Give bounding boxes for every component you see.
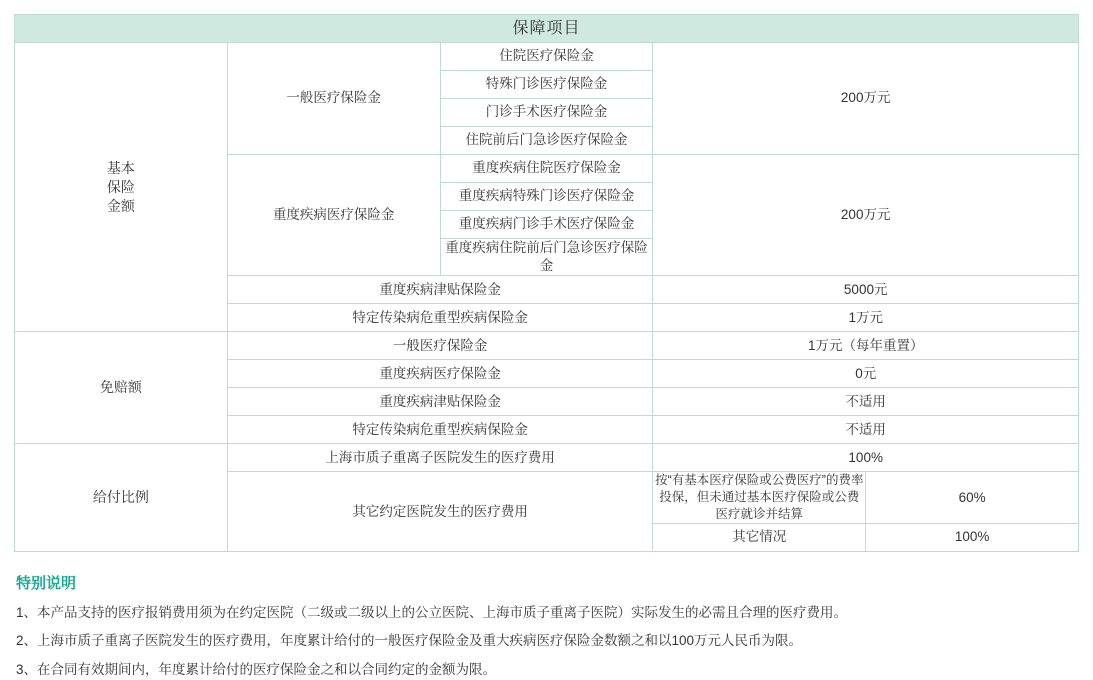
value-ratio-100: 100% [866, 524, 1079, 552]
item-deductible-allowance: 重度疾病津贴保险金 [227, 388, 653, 416]
table-row [15, 444, 1079, 472]
item-severe-allowance: 重度疾病津贴保险金 [227, 276, 653, 304]
category-basic-line3: 金额 [106, 197, 135, 214]
value-other-condition: 按“有基本医疗保险或公费医疗”的费率投保，但未通过基本医疗保险或公费医疗就诊并结算 [653, 472, 866, 524]
item-severe-hospital: 重度疾病住院医疗保险金 [440, 155, 653, 183]
item-special-outpatient: 特殊门诊医疗保险金 [440, 71, 653, 99]
category-basic-line2: 保险 [106, 178, 135, 195]
item-outpatient-surgery: 门诊手术医疗保险金 [440, 99, 653, 127]
category-payout-ratio: 给付比例 [15, 444, 228, 552]
value-deductible-general: 1万元（每年重置） [653, 332, 1079, 360]
note-item-3: 3、在合同有效期间内，年度累计给付的医疗保险金之和以合同约定的金额为限。 [16, 661, 497, 677]
item-proton-hospital: 上海市质子重离子医院发生的医疗费用 [227, 444, 653, 472]
special-notes [14, 572, 1079, 680]
value-deductible-infectious: 不适用 [653, 416, 1079, 444]
item-severe-pre-post-hospital: 重度疾病住院前后门急诊医疗保险金 [440, 239, 653, 276]
item-hospital-medical: 住院医疗保险金 [440, 43, 653, 71]
item-infectious-critical: 特定传染病危重型疾病保险金 [227, 304, 653, 332]
item-pre-post-hospital: 住院前后门急诊医疗保险金 [440, 127, 653, 155]
value-ratio-60: 60% [866, 472, 1079, 524]
table-header-row [15, 15, 1079, 43]
subgroup-general-medical: 一般医疗保险金 [227, 43, 440, 155]
table-row [15, 43, 1079, 71]
note-item-2: 2、上海市质子重离子医院发生的医疗费用，年度累计给付的一般医疗保险金及重大疾病医疗保险金数额之和以100万元人民币为限。 [16, 633, 803, 649]
item-deductible-general: 一般医疗保险金 [227, 332, 653, 360]
value-other-case: 其它情况 [653, 524, 866, 552]
value-deductible-allowance: 不适用 [653, 388, 1079, 416]
item-severe-outpatient-surgery: 重度疾病门诊手术医疗保险金 [440, 211, 653, 239]
item-deductible-infectious: 特定传染病危重型疾病保险金 [227, 416, 653, 444]
value-severe-allowance: 5000元 [653, 276, 1079, 304]
value-proton-ratio: 100% [653, 444, 1079, 472]
notes-heading: 特别说明 [16, 575, 77, 593]
item-other-hospital: 其它约定医院发生的医疗费用 [227, 472, 653, 552]
table-row [15, 332, 1079, 360]
value-infectious-critical: 1万元 [653, 304, 1079, 332]
benefit-table [14, 14, 1079, 552]
value-general-amount: 200万元 [653, 43, 1079, 155]
subgroup-severe-medical: 重度疾病医疗保险金 [227, 155, 440, 276]
category-basic-amount [15, 43, 228, 332]
note-item-1: 1、本产品支持的医疗报销费用须为在约定医院（二级或二级以上的公立医院、上海市质子重离子医院）实际发生的必需且合理的医疗费用。 [16, 605, 848, 621]
category-deductible: 免赔额 [15, 332, 228, 444]
value-severe-amount: 200万元 [653, 155, 1079, 276]
table-title: 保障项目 [15, 15, 1079, 43]
item-severe-special-outpatient: 重度疾病特殊门诊医疗保险金 [440, 183, 653, 211]
value-deductible-severe: 0元 [653, 360, 1079, 388]
item-deductible-severe: 重度疾病医疗保险金 [227, 360, 653, 388]
category-basic-line1: 基本 [106, 159, 135, 176]
